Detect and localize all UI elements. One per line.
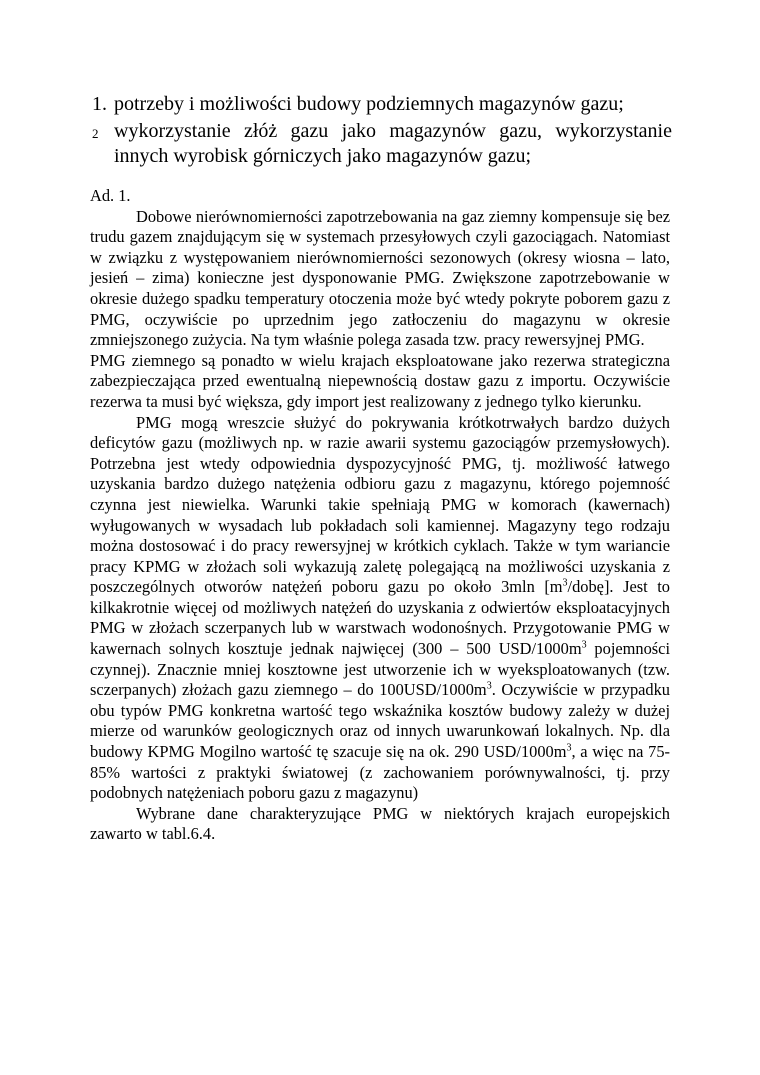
topic-item-2 <box>92 119 672 169</box>
paragraph-4: Wybrane dane charakteryzujące PMG w niektórych krajach europejskich zawarto w tabl.6.4. <box>90 803 670 844</box>
superscript-2: 3 <box>581 639 587 651</box>
section-label: Ad. 1. <box>90 186 131 205</box>
paragraph-3 <box>90 413 670 804</box>
document-body <box>90 186 670 845</box>
paragraph-3-text-1: PMG mogą wreszcie służyć do pokrywania krótkotrwałych bardzo dużych deficytów gazu (możliwych np. w razie awarii systemu gazociągów przemysłowych). Potrzebna jest wtedy odpowiednia dyspozycyjność PMG, tj. możliwość łatwego uzyskania bardzo dużego natężenia odbioru gazu z magazynu, którego pojemność czynna jest niewielka. Warunki takie spełniają PMG w komorach (kawernach) wyługowanych w wysadach lub pokładach soli kamiennej. Magazyny tego rodzaju można dostosować i do pracy rewersyjnej w krótkich cyklach. Także w tym wariancie pracy KPMG w złożach soli wykazują zaletę polegającą na możliwości uzyskania z poszczególnych otworów natężeń poboru gazu po około 3mln [m <box>90 412 670 597</box>
paragraph-3-text-2: /dobę]. Jest to kilkakrotnie więcej od możliwych natężeń do uzyskania z odwiertów eksploatacyjnych PMG w złożach sczerpanych lub w warstwach wodonośnych. Przygotowanie PMG w kawernach solnych kosztuje jednak najwięcej (300 – 500 USD/1000m <box>90 577 670 659</box>
superscript-1: 3 <box>562 577 568 589</box>
superscript-4: 3 <box>566 742 572 754</box>
topic-text-1: potrzeby i możliwości budowy podziemnych magazynów gazu; <box>114 93 624 115</box>
topic-number-2: 2 <box>92 126 99 141</box>
topic-number-1: 1. <box>92 93 107 115</box>
topic-item-1 <box>92 92 672 117</box>
topic-text-2: wykorzystanie złóż gazu jako magazynów gazu, wykorzystanie innych wyrobisk górniczych jako magazynów gazu; <box>114 120 672 167</box>
paragraph-3-text-4: . Oczywiście w przypadku obu typów PMG konkretna wartość tego wskaźnika kosztów budowy zależy w dużej mierze od warunków geologicznych oraz od innych uwarunkowań lokalnych. Np. dla budowy KPMG Mogilno wartość tę szacuje się na ok. 290 USD/1000m <box>90 680 670 762</box>
topic-list <box>92 92 672 171</box>
superscript-3: 3 <box>486 680 492 692</box>
paragraph-1: Dobowe nierównomierności zapotrzebowania na gaz ziemny kompensuje się bez trudu gazem znajdującym się w systemach przesyłowych czyli gazociągach. Natomiast w związku z występowaniem nierównomierności sezonowych (okresy wiosna – lato, jesień – zima) konieczne jest dysponowanie PMG. Zwiększone zapotrzebowanie w okresie dużego spadku temperatury otoczenia może być wtedy pokryte poborem gazu z PMG, oczywiście po uprzednim jego zatłoczeniu do magazynu w okresie zmniejszonego zużycia. Na tym właśnie polega zasada tzw. pracy rewersyjnej PMG. <box>90 206 670 350</box>
paragraph-3-text-5: , a więc na 75-85% wartości z praktyki światowej (z zachowaniem porównywalności, tj. przy podobnych natężeniach poboru gazu z magazynu) <box>90 742 670 803</box>
paragraph-3-text-3: pojemności czynnej). Znacznie mniej kosztowne jest utworzenie ich w wyeksploatowanych (tzw. sczerpanych) złożach gazu ziemnego – do 100USD/1000m <box>90 639 670 700</box>
paragraph-2: PMG ziemnego są ponadto w wielu krajach eksploatowane jako rezerwa strategiczna zabezpieczająca przed ewentualną niepewnością dostaw gazu z importu. Oczywiście rezerwa ta musi być większa, gdy import jest realizowany z jednego tylko kierunku. <box>90 350 670 411</box>
